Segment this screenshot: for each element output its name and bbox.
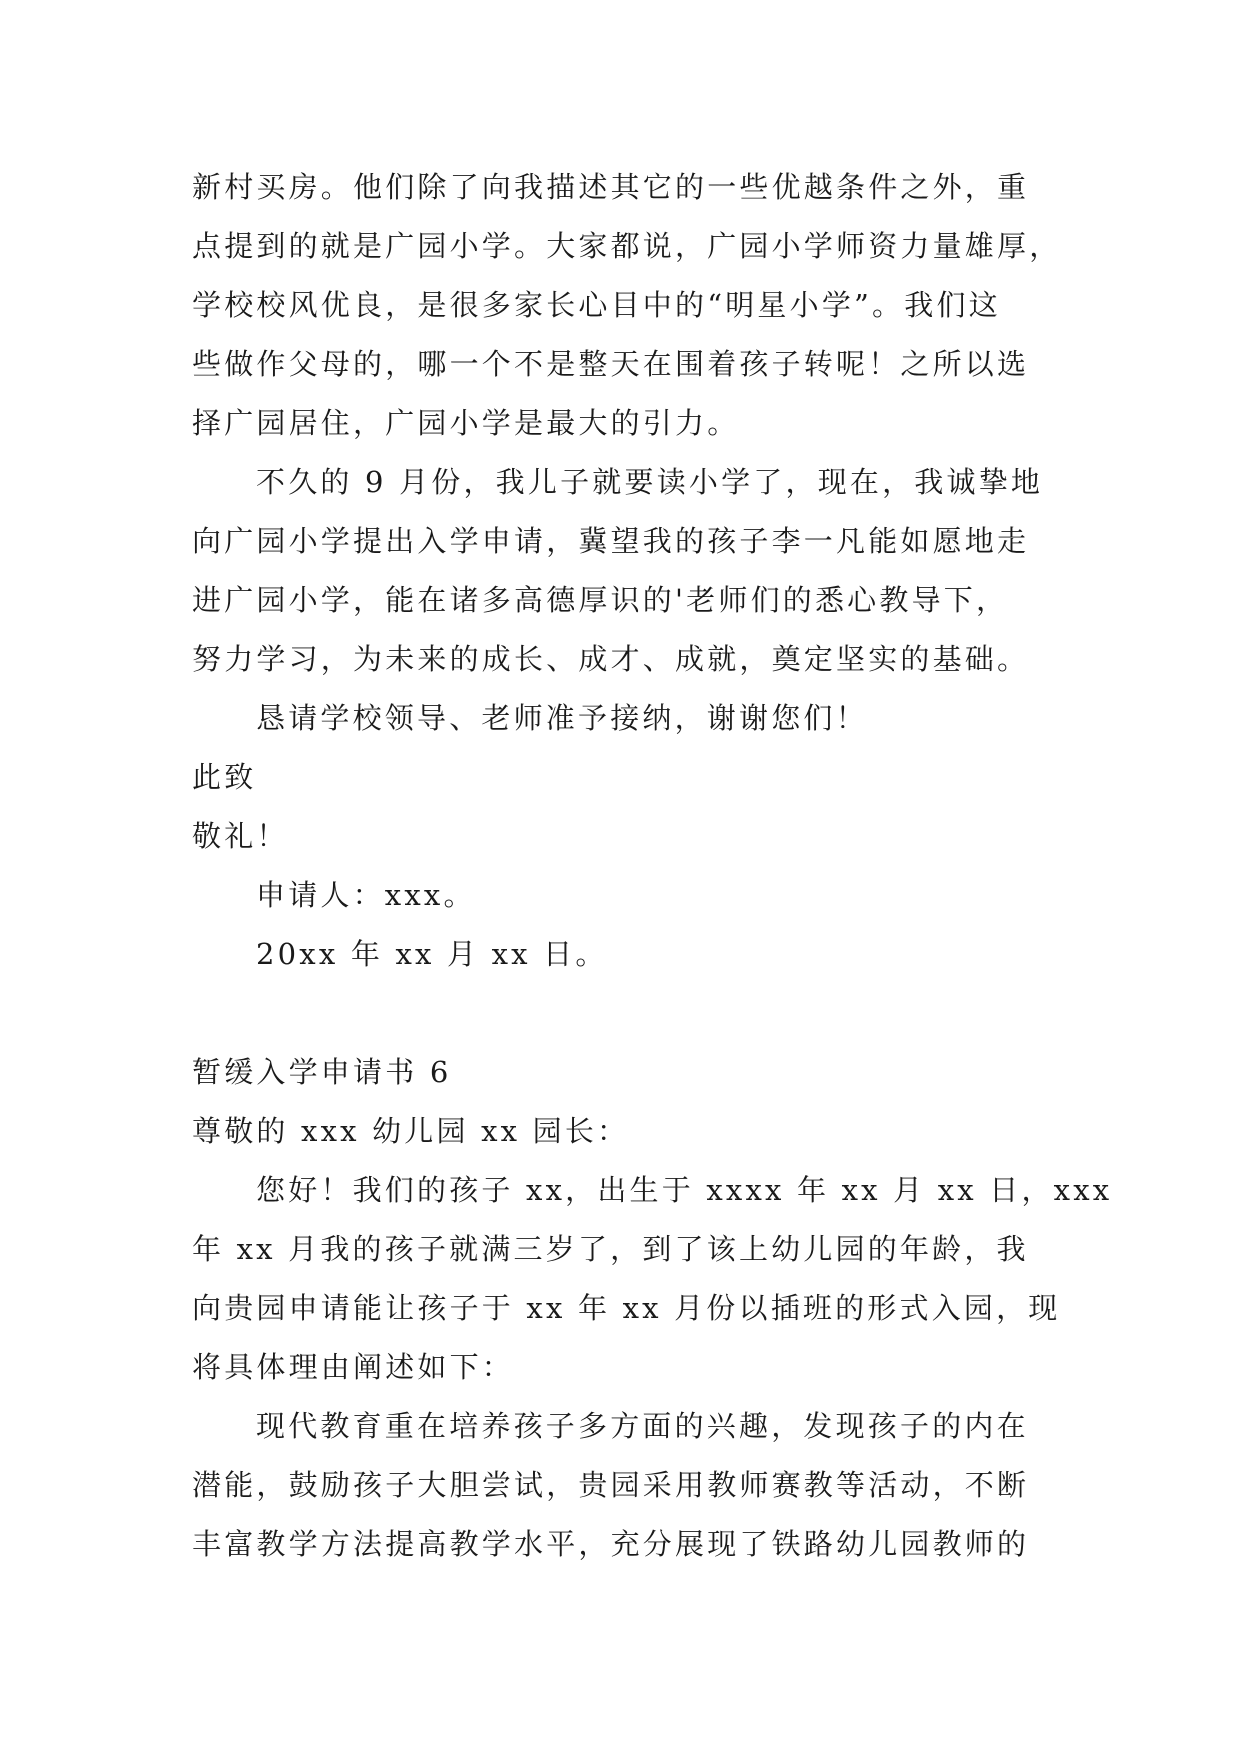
text-line: 年 xx 月我的孩子就满三岁了，到了该上幼儿园的年龄，我 (192, 1232, 1029, 1266)
text-line: 努力学习，为未来的成长、成才、成就，奠定坚实的基础。 (192, 642, 1030, 676)
blank-line (192, 984, 1072, 1043)
text-line: 敬礼！ (192, 819, 289, 853)
text-line: 择广园居住，广园小学是最大的引力。 (192, 406, 740, 440)
text-line: 恳请学校领导、老师准予接纳，谢谢您们！ (256, 701, 868, 735)
text-line: 此致 (192, 760, 257, 794)
text-line: 潜能，鼓励孩子大胆尝试，贵园采用教师赛教等活动，不断 (192, 1468, 1030, 1502)
text-line: 进广园小学，能在诸多高德厚识的'老师们的悉心教导下， (192, 583, 1009, 617)
text-line: 将具体理由阐述如下： (192, 1350, 515, 1384)
text-line: 向贵园申请能让孩子于 xx 年 xx 月份以插班的形式入园，现 (192, 1291, 1061, 1325)
text-line: 些做作父母的，哪一个不是整天在围着孩子转呢！之所以选 (192, 347, 1030, 381)
text-line: 丰富教学方法提高教学水平，充分展现了铁路幼儿园教师的 (192, 1527, 1030, 1561)
text-line: 您好！我们的孩子 xx，出生于 xxxx 年 xx 月 xx 日，xxx (256, 1173, 1113, 1207)
text-line: 尊敬的 xxx 幼儿园 xx 园长： (192, 1114, 630, 1148)
text-line: 点提到的就是广园小学。大家都说，广园小学师资力量雄厚， (192, 229, 1062, 263)
text-line: 向广园小学提出入学申请，冀望我的孩子李一凡能如愿地走 (192, 524, 1030, 558)
text-line: 新村买房。他们除了向我描述其它的一些优越条件之外，重 (192, 170, 1030, 204)
text-line: 现代教育重在培养孩子多方面的兴趣，发现孩子的内在 (256, 1409, 1029, 1443)
section-title: 暂缓入学申请书 6 (192, 1055, 452, 1089)
text-line: 申请人：xxx。 (256, 878, 476, 912)
text-line: 不久的 9 月份，我儿子就要读小学了，现在，我诚挚地 (256, 465, 1044, 499)
text-line: 20xx 年 xx 月 xx 日。 (256, 937, 608, 971)
text-line: 学校校风优良，是很多家长心目中的“明星小学”。我们这 (192, 288, 1001, 322)
document-body (192, 158, 1113, 1574)
